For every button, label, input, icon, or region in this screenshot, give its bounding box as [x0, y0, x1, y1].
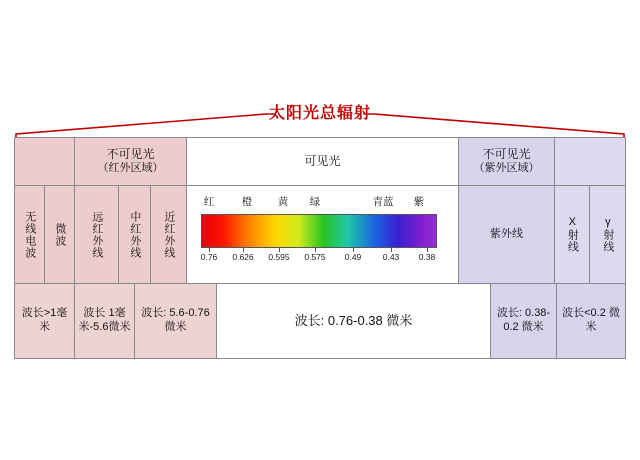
band-label-radio: 无线电波: [23, 210, 36, 259]
spectrum-color-label-green: 绿: [309, 196, 321, 208]
spectrum-color-label-orange: 橙: [241, 196, 253, 208]
spectrum-color-bar: [201, 214, 437, 248]
wavelength-cell-ultraviolet: [491, 284, 557, 358]
band-cell-ultraviolet: [459, 186, 555, 284]
header-invisible-infrared-label: 不可见光: [106, 147, 155, 162]
wavelength-cell-visible: [217, 284, 491, 358]
band-label-xray: X射线: [566, 216, 579, 253]
spectrum-color-label-yellow: 黄: [277, 196, 289, 208]
wavelength-cell-far-infrared: [75, 284, 135, 358]
header-cell-empty-left: [15, 138, 75, 186]
wavelength-label-far-infrared: 波长 1毫米-5.6微米: [78, 307, 131, 333]
header-cell-empty-right: [555, 138, 625, 186]
band-cell-mid-infrared: [119, 186, 151, 284]
wavelength-cell-mid-near-infrared: [135, 284, 217, 358]
wavelength-cell-xray-gamma: [557, 284, 625, 358]
band-cell-xray: [555, 186, 590, 284]
spectrum-color-label-violet: 紫: [413, 196, 425, 208]
spectrum-tick-label-0-43: 0.43: [382, 252, 400, 262]
band-cell-radio: [15, 186, 45, 284]
spectrum-tick-labels: [187, 252, 458, 266]
spectrum-color-label-cyanblue: 青蓝: [372, 196, 394, 208]
header-cell-visible: [187, 138, 459, 186]
band-cell-near-infrared: [151, 186, 187, 284]
wavelength-label-xray-gamma: 波长<0.2 微米: [562, 307, 620, 333]
spectrum-tick-label-0-76: 0.76: [200, 252, 218, 262]
header-cell-invisible-infrared: [75, 138, 187, 186]
spectrum-graphic: [187, 186, 458, 283]
spectrum-tick-label-0-49: 0.49: [344, 252, 362, 262]
wavelength-cell-radio: [15, 284, 75, 358]
wavelength-label-ultraviolet: 波长: 0.38-0.2 微米: [496, 307, 551, 333]
band-cell-gamma: [590, 186, 625, 284]
band-label-microwave: 微波: [53, 222, 66, 247]
spectrum-tick-label-0-38: 0.38: [418, 252, 436, 262]
table-wavelength-row: [15, 284, 625, 358]
band-cell-far-infrared: [75, 186, 119, 284]
header-invisible-uv-note: （紫外区域）: [473, 162, 540, 175]
page-title: 太阳光总辐射: [268, 105, 371, 122]
spectrum-color-label-red: 红: [203, 196, 215, 208]
header-invisible-infrared-note: （红外区域）: [97, 162, 164, 175]
table-band-row: [15, 186, 625, 284]
wavelength-label-radio: 波长>1毫米: [21, 307, 68, 333]
wavelength-label-visible: 波长: 0.76-0.38 微米: [294, 312, 413, 328]
header-visible-label: 可见光: [304, 154, 341, 168]
spectrum-tick-label-0-626: 0.626: [232, 252, 254, 262]
spectrum-table: [14, 137, 626, 359]
band-label-mid-infrared: 中红外线: [128, 210, 141, 259]
table-header-row: [15, 138, 625, 186]
spectrum-color-labels: [187, 196, 458, 210]
band-label-gamma: γ射线: [601, 216, 614, 253]
band-cell-microwave: [45, 186, 75, 284]
header-invisible-uv-label: 不可见光: [482, 147, 531, 162]
spectrum-tick-label-0-595: 0.595: [268, 252, 290, 262]
band-label-near-infrared: 近红外线: [162, 210, 175, 259]
band-cell-visible-spectrum: [187, 186, 459, 284]
spectrum-tick-label-0-575: 0.575: [304, 252, 326, 262]
bracket-decoration: [14, 108, 626, 138]
band-label-ultraviolet: 紫外线: [490, 227, 523, 240]
header-cell-invisible-ultraviolet: [459, 138, 555, 186]
band-label-far-infrared: 远红外线: [90, 210, 103, 259]
wavelength-label-mid-near-infrared: 波长: 5.6-0.76微米: [141, 307, 210, 333]
